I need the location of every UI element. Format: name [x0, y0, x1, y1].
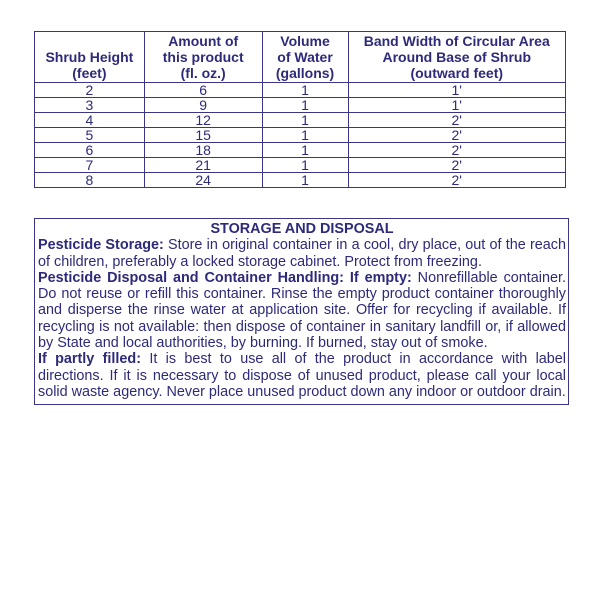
- partly-filled-paragraph: [38, 351, 566, 400]
- header-text: Amount of: [168, 33, 239, 49]
- container-handling-paragraph: [38, 270, 566, 351]
- table-cell: 6: [144, 83, 262, 98]
- table-row: [35, 83, 566, 98]
- header-text: of Water: [277, 49, 333, 65]
- header-text: (feet): [72, 65, 107, 81]
- table-cell: 2': [348, 173, 566, 188]
- section-heading: Pesticide Disposal and Container Handling: If empty:: [38, 269, 412, 286]
- table-cell: 8: [35, 173, 145, 188]
- table-cell: 2': [348, 113, 566, 128]
- table-cell: 1: [262, 98, 348, 113]
- header-shrub-height: [35, 32, 145, 83]
- storage-disposal-panel: [34, 218, 569, 405]
- table-cell: 3: [35, 98, 145, 113]
- table-cell: 1': [348, 98, 566, 113]
- table-cell: 24: [144, 173, 262, 188]
- table-cell: 18: [144, 143, 262, 158]
- table-cell: 1: [262, 83, 348, 98]
- table-cell: 2': [348, 128, 566, 143]
- table-body: [35, 83, 566, 188]
- header-amount-product: [144, 32, 262, 83]
- table-cell: 2: [35, 83, 145, 98]
- table-row: [35, 143, 566, 158]
- header-text: Volume: [280, 33, 330, 49]
- table-cell: 2': [348, 158, 566, 173]
- table-cell: 7: [35, 158, 145, 173]
- table-cell: 4: [35, 113, 145, 128]
- table-row: [35, 173, 566, 188]
- header-text: (gallons): [275, 65, 335, 81]
- shrub-application-table-container: [34, 31, 566, 188]
- table-row: [35, 98, 566, 113]
- pesticide-storage-paragraph: [38, 237, 566, 270]
- table-cell: 1: [262, 173, 348, 188]
- table-cell: 2': [348, 143, 566, 158]
- table-cell: 1: [262, 158, 348, 173]
- header-volume-water: [262, 32, 348, 83]
- header-text: Shrub Height: [45, 49, 134, 65]
- table-cell: 15: [144, 128, 262, 143]
- table-cell: 1': [348, 83, 566, 98]
- header-text: Band Width of Circular Area: [363, 33, 550, 49]
- header-band-width: [348, 32, 566, 83]
- table-header-row: [35, 32, 566, 83]
- table-cell: 9: [144, 98, 262, 113]
- storage-title: STORAGE AND DISPOSAL: [210, 221, 394, 237]
- table-cell: 6: [35, 143, 145, 158]
- table-cell: 5: [35, 128, 145, 143]
- section-heading: Pesticide Storage:: [38, 237, 164, 254]
- table-cell: 1: [262, 113, 348, 128]
- table-row: [35, 128, 566, 143]
- header-text: (outward feet): [410, 65, 504, 81]
- section-text: Store in original container in a cool, dry place, out of the reach of children, preferably a locked storage cabinet. Protect from freezing.: [38, 237, 567, 270]
- table-cell: 21: [144, 158, 262, 173]
- table-cell: 1: [262, 143, 348, 158]
- section-heading: If partly filled:: [38, 351, 141, 368]
- header-text: (fl. oz.): [180, 65, 226, 81]
- section-text: It is best to use all of the product in accordance with label directions. If it is necessary to dispose of unused product, please call your local solid waste agency. Never place unused product down any indoor or outdoor drain.: [38, 351, 566, 400]
- table-row: [35, 113, 566, 128]
- table-cell: 1: [262, 128, 348, 143]
- section-text: Nonrefillable container. Do not reuse or refill this container. Rinse the empty product container thoroughly and disperse the rinse water at application site. Offer for recycling if available. If recycling is not available: then dispose of container in sanitary landfill or, if allowed by State and local authorities, by burning. If burned, stay out of smoke.: [38, 269, 566, 352]
- table-row: [35, 158, 566, 173]
- shrub-application-table: [34, 31, 566, 188]
- table-cell: 12: [144, 113, 262, 128]
- header-text: this product: [162, 49, 244, 65]
- header-text: Around Base of Shrub: [382, 49, 532, 65]
